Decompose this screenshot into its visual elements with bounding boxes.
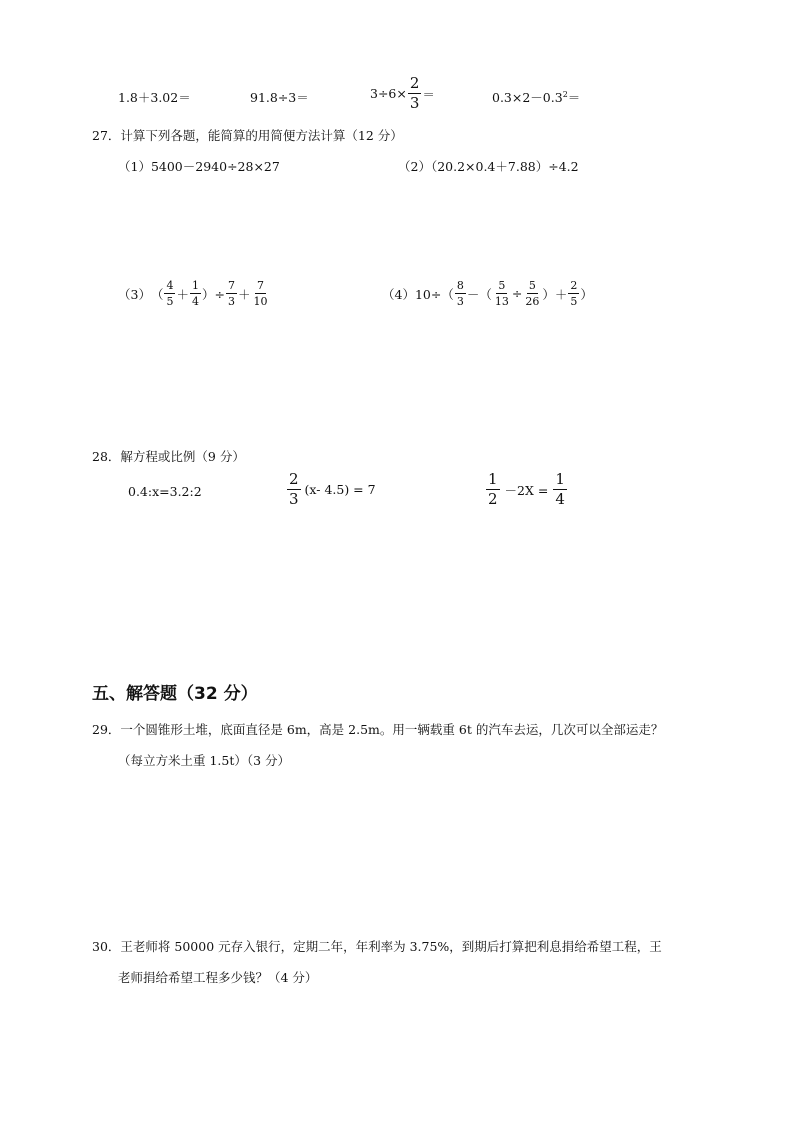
q28-equation-2: $\frac{2}{3}$ (x- 4.5) = 7 xyxy=(289,470,376,508)
fraction: $\frac{7}{3}$ xyxy=(227,279,235,308)
fraction: $\frac{2}{3}$ xyxy=(409,74,420,112)
fraction: $\frac{1}{2}$ xyxy=(488,470,498,508)
q29-line-1: 29．一个圆锥形土堆，底面直径是 6m，高是 2.5m。用一辆载重 6t 的汽车去运，几次可以全部运走？ xyxy=(92,722,664,737)
q29-line-2: （每立方米土重 1.5t）（3 分） xyxy=(118,753,291,768)
q28-equation-3: $\frac{1}{2}$ －2X = $\frac{1}{4}$ xyxy=(488,470,565,508)
q27-part-3: （3） （ $\frac{4}{5}$ ＋ $\frac{1}{4}$ ）÷ $\frac{7}{3}$ ＋ $\frac{7}{10}$ xyxy=(118,279,268,308)
q30-line-1: 30．王老师将 50000 元存入银行，定期二年，年利率为 3.75%，到期后打算把利息捐给希望工程，王 xyxy=(92,939,662,954)
q27-part-2: （2）（20.2×0.4＋7.88）÷4.2 xyxy=(398,159,579,174)
q27-part-1: （1）5400－2940÷28×27 xyxy=(118,159,280,174)
fraction: $\frac{1}{4}$ xyxy=(555,470,565,508)
q26-item-b: 91.8÷3＝ xyxy=(250,90,309,105)
q26-item-a: 1.8＋3.02＝ xyxy=(118,90,191,105)
fraction: $\frac{7}{10}$ xyxy=(253,279,268,308)
q28-heading: 28．解方程或比例（9 分） xyxy=(92,449,245,464)
fraction: $\frac{1}{4}$ xyxy=(191,279,199,308)
fraction: $\frac{5}{13}$ xyxy=(494,279,509,308)
q30-line-2: 老师捐给希望工程多少钱？（4 分） xyxy=(118,970,318,985)
q28-equation-1: 0.4:x=3.2:2 xyxy=(128,484,202,499)
fraction: $\frac{2}{3}$ xyxy=(289,470,299,508)
q26-item-c: 3÷6× $\frac{2}{3}$ ＝ xyxy=(370,74,435,112)
q26-item-d: $0.3\times 2-0.3^2=$ xyxy=(492,89,581,105)
section-title: 五、解答题（32 分） xyxy=(92,684,258,704)
q27-heading: 27．计算下列各题，能简算的用简便方法计算（12 分） xyxy=(92,128,403,143)
fraction: $\frac{4}{5}$ xyxy=(166,279,174,308)
fraction: $\frac{8}{3}$ xyxy=(456,279,464,308)
fraction: $\frac{2}{5}$ xyxy=(570,279,578,308)
q27-part-4: （4）10÷（ $\frac{8}{3}$ －（ $\frac{5}{13}$ ÷ $\frac{5}{26}$ ）＋ $\frac{2}{5}$ ） xyxy=(382,279,593,308)
fraction: $\frac{5}{26}$ xyxy=(525,279,540,308)
